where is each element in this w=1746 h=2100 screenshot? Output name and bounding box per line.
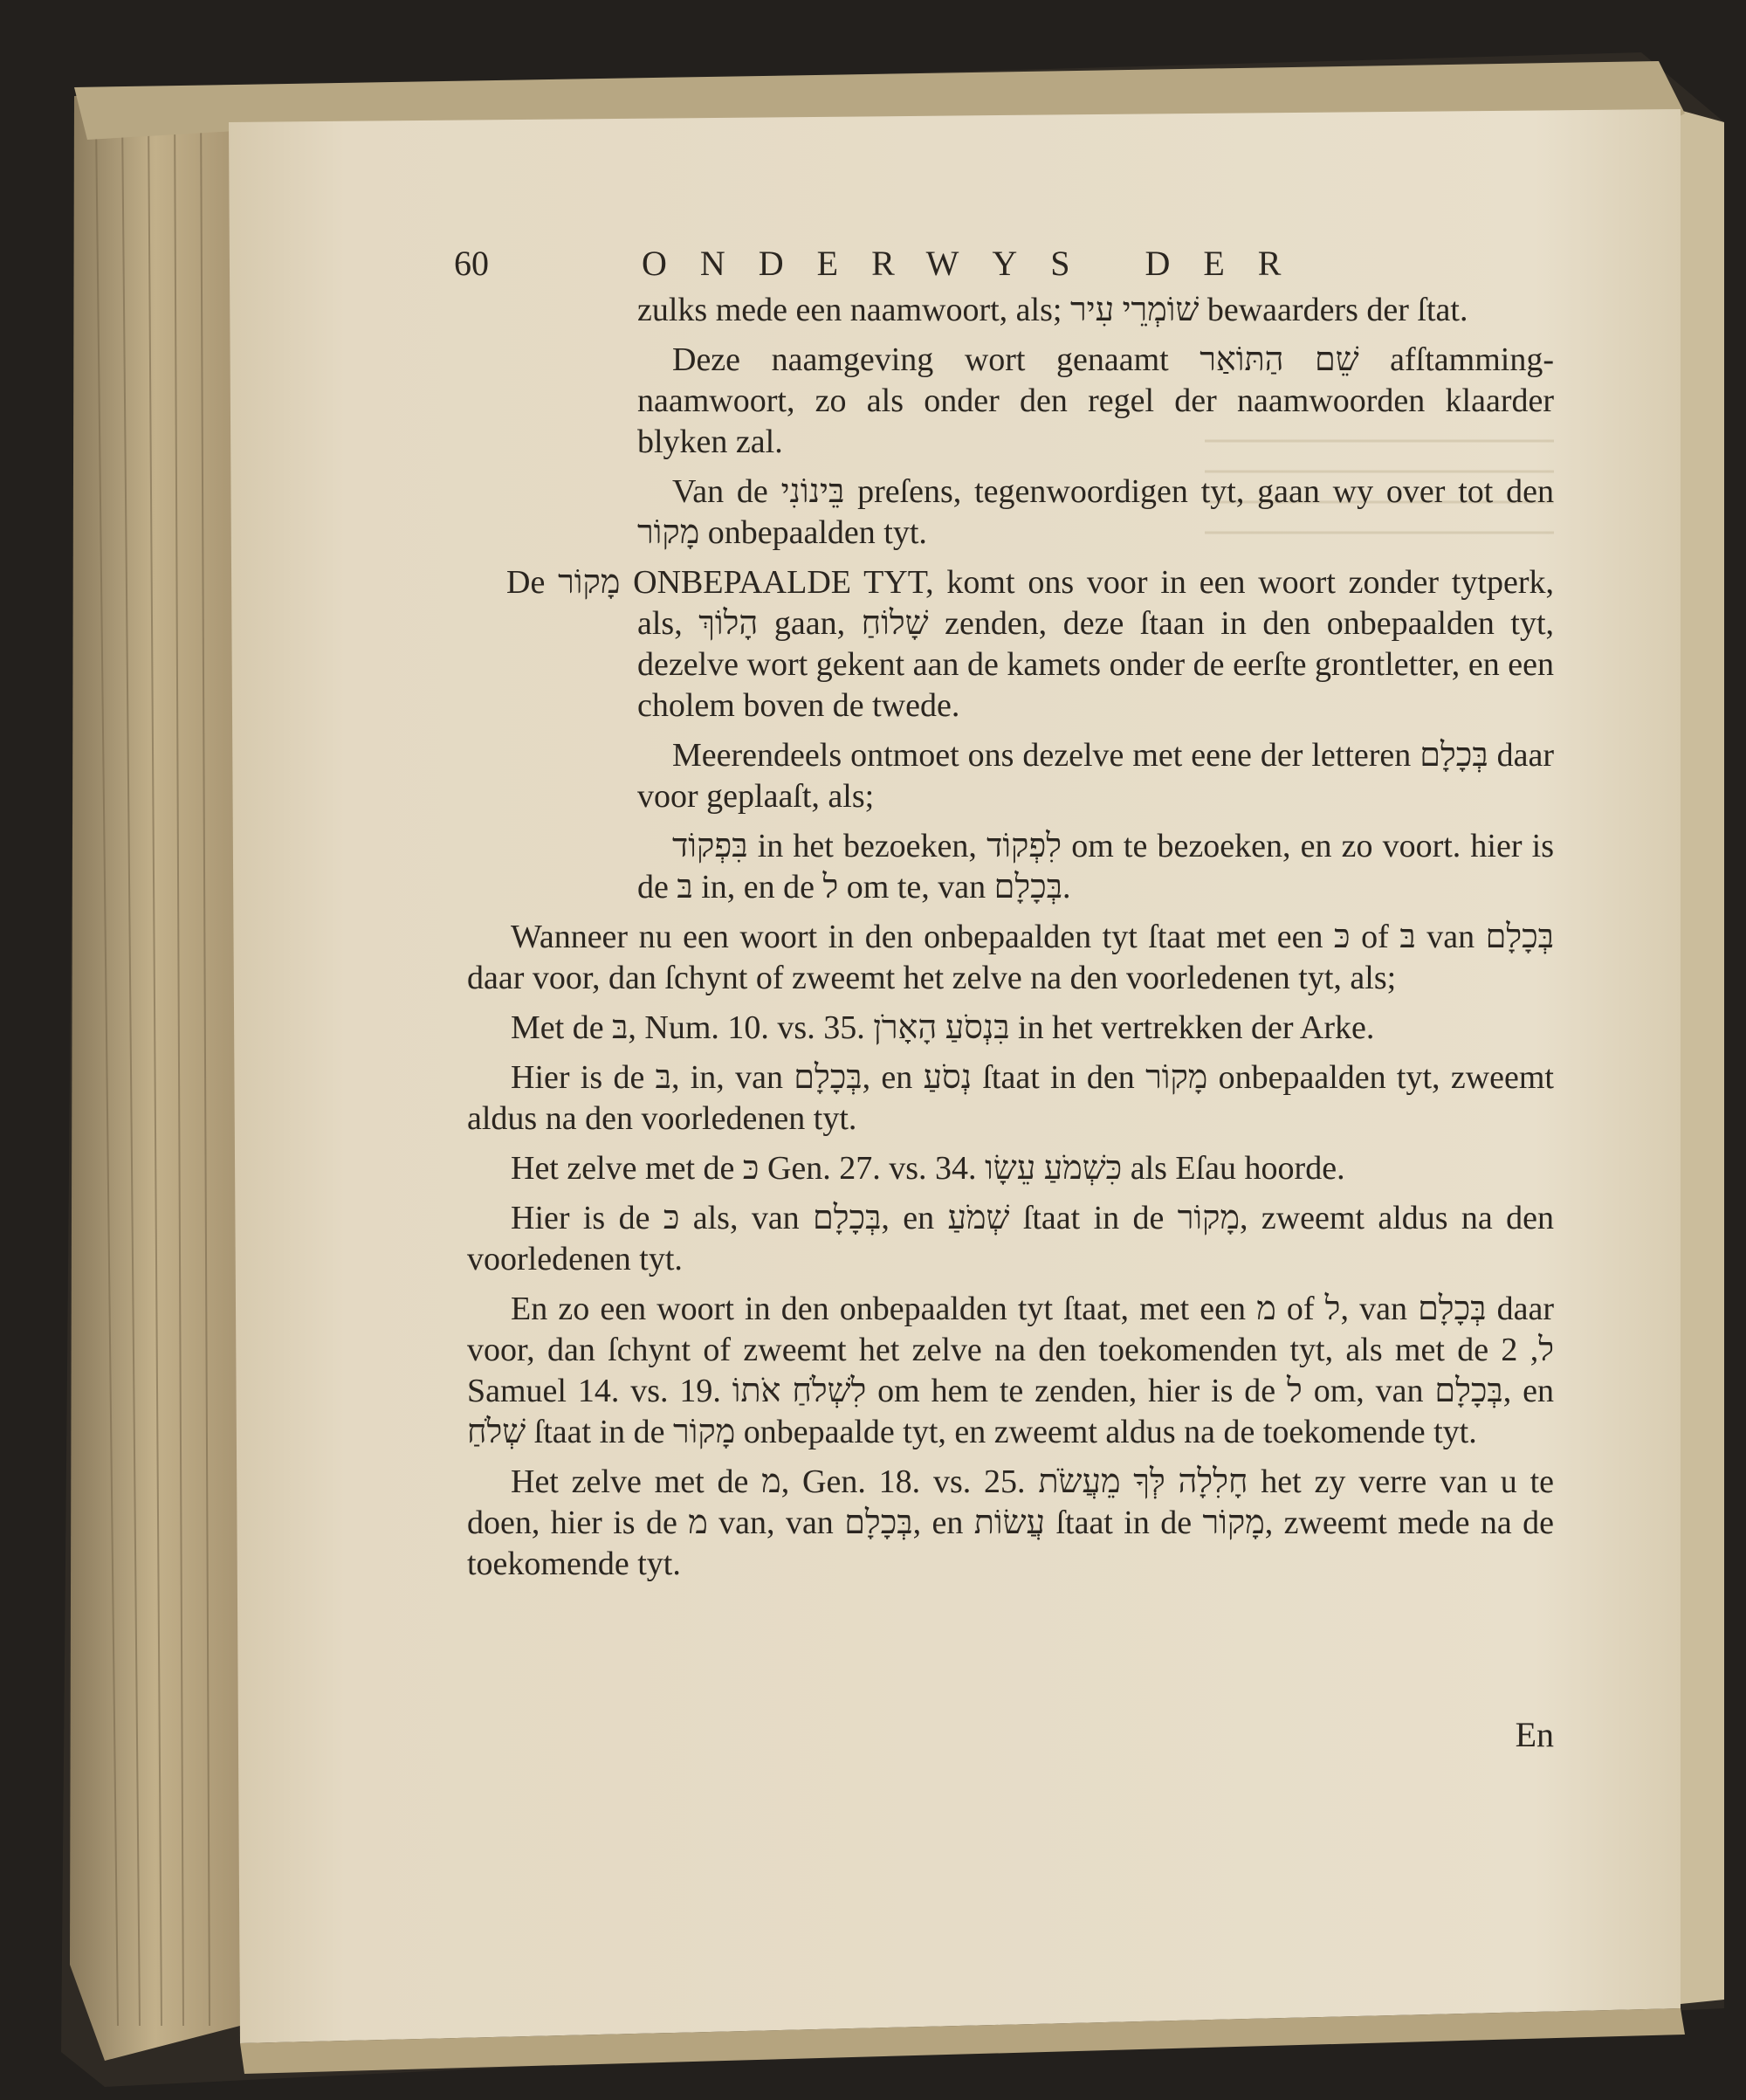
paragraph: Hier is de בּ, in, van בְּכָלָם, en נְסֹעַ ſtaat in den מָקוֹר onbepaalden tyt, zweemt aldus na den voorledenen tyt.: [467, 1059, 1554, 1137]
paragraph: Het zelve met de מ, Gen. 18. vs. 25. חָלִלָה לְּךָ מֵעֲשֹׂת het zy verre van u te doen, hier is de מ van, van בְּכָלָם, en עֲשׂוֹת ſtaat in de מָקוֹר, zweemt mede na de toekomende tyt.: [467, 1463, 1554, 1582]
paragraph: Meerendeels ontmoet ons dezelve met eene der letteren בְּכָלָם daar voor geplaaſt, als;: [637, 737, 1554, 815]
paragraph: Van de בֵּינוֹנִי preſens, tegenwoordigen tyt, gaan wy over tot den מָקוֹר onbepaalden tyt.: [637, 473, 1555, 551]
facing-page-edge: [1676, 109, 1724, 2004]
paragraph: zulks mede een naamwoort, als; שׁוֹמְרֵי עִיר bewaarders der ſtat.: [637, 292, 1468, 328]
paragraph: De מָקוֹר ONBEPAALDE TYT, komt ons voor in een woort zonder tytperk, als, הָלוֹךְ gaan, שָׁלוֹחַ zenden, deze ſtaan in den onbepaalden tyt, dezelve wort gekent aan de kamets onder de eerſte grontletter, en een cholem boven de twede.: [506, 564, 1554, 724]
page-header: [454, 236, 1554, 288]
catchword: En: [1515, 1715, 1554, 1754]
paragraph: Deze naamgeving wort genaamt שֵׁם הַתּוֹאַר afſtamming-naamwoort, zo als onder den regel der naamwoorden klaarder blyken zal.: [637, 341, 1554, 460]
paragraph: En zo een woort in den onbepaalden tyt ſtaat, met een מ of ל, van בְּכָלָם daar voor, dan ſchynt of zweemt het zelve na den toekomenden tyt, als met de ל, 2 Samuel 14. vs. 19. לִשְׁלֹחַ אֹתוֹ om hem te zenden, hier is de ל om, van בְּכָלָם, en שְׁלֹחַ ſtaat in de מָקוֹר onbepaalde tyt, en zweemt aldus na de toekomende tyt.: [467, 1291, 1554, 1450]
page-number: 60: [454, 244, 489, 283]
paragraph: Het zelve met de כּ Gen. 27. vs. 34. כִּשְׁמֹעַ עֵשָׂו als Eſau hoorde.: [511, 1150, 1345, 1187]
page-text-block: [454, 236, 1554, 1790]
paragraph: Hier is de כּ als, van בְּכָלָם, en שְׁמֹעַ ſtaat in de מָקוֹר, zweemt aldus na den voorledenen tyt.: [467, 1200, 1554, 1277]
paragraph: בִּפְקוֹד in het bezoeken, לִפְקוֹד om te bezoeken, en zo voort. hier is de בּ in, en de ל om te, van בְּכָלָם.: [637, 828, 1554, 905]
running-head: ONDERWYS DER: [642, 244, 1315, 283]
paragraph: Met de בּ, Num. 10. vs. 35. בִּנְסֹעַ הָאָרֹן in het vertrekken der Arke.: [511, 1009, 1375, 1046]
paragraph: Wanneer nu een woort in den onbepaalden tyt ſtaat met een כּ of בּ van בְּכָלָם daar voor, dan ſchynt of zweemt het zelve na den voorledenen tyt, als;: [467, 919, 1554, 996]
